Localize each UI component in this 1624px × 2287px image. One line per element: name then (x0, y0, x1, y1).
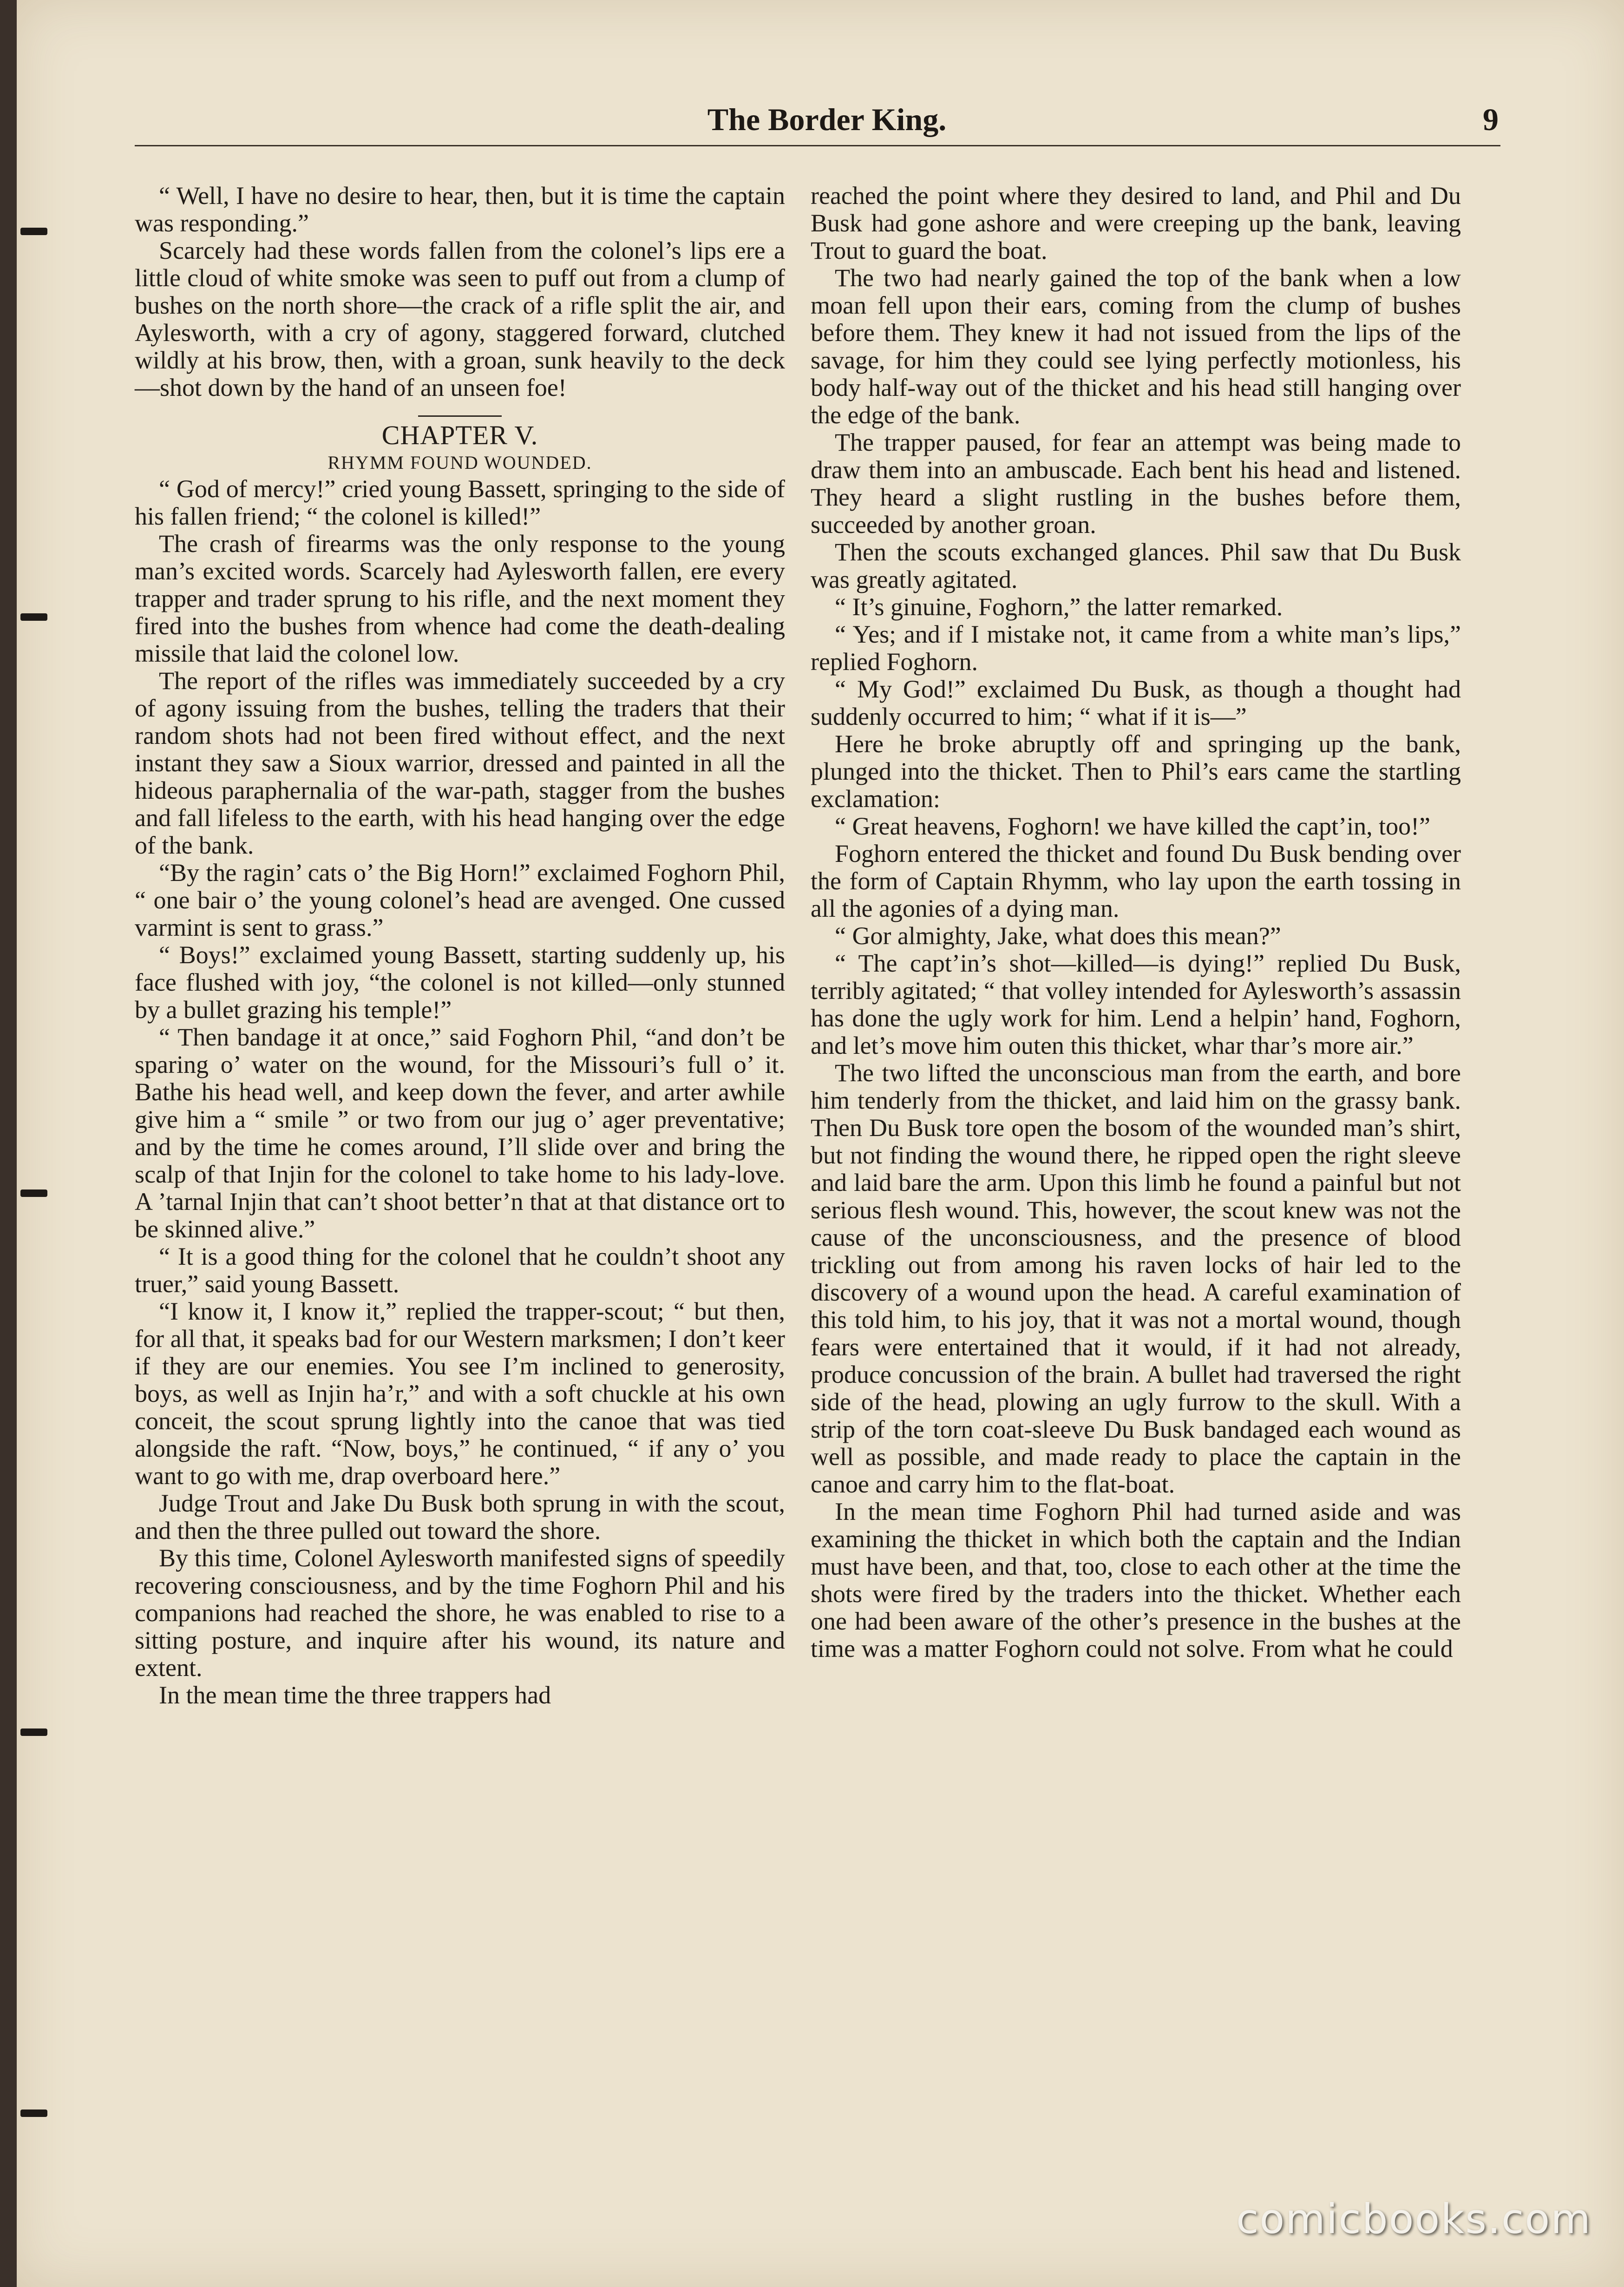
left-column (135, 182, 785, 1709)
paragraph: The report of the rifles was immediately succeeded by a cry of agony issuing from the bushes, telling the traders that their random shots had not been fired without effect, and the next instant they saw a Sioux warrior, dressed and painted in all the hideous paraphernalia of the war-path, stagger from the bushes and fall lifeless to the earth, with his head hanging over the edge of the bank. (135, 667, 785, 859)
page-number: 9 (1483, 102, 1499, 137)
paragraph: “ Gor almighty, Jake, what does this mean?” (835, 922, 1281, 950)
paragraph: “ God of mercy!” cried young Bassett, springing to the side of his fallen friend; “ the colonel is killed!” (135, 475, 785, 530)
binding-stitch (20, 1190, 47, 1197)
paragraph: Then the scouts exchanged glances. Phil saw that Du Busk was greatly agitated. (811, 538, 1461, 593)
binding-spine (0, 0, 17, 2287)
header-rule (135, 145, 1500, 146)
paragraph: “ Boys!” exclaimed young Bassett, starting suddenly up, his face flushed with joy, “the colonel is not killed—only stunned by a bullet grazing his temple!” (135, 941, 785, 1024)
site-watermark: comicbooks.com (1236, 2195, 1591, 2243)
paragraph: “ It is a good thing for the colonel that he couldn’t shoot any truer,” said young Bassett. (135, 1242, 785, 1298)
chapter-heading: CHAPTER V. (381, 420, 538, 450)
paragraph: The trapper paused, for fear an attempt was being made to draw them into an ambuscade. Each bent his head and listened. They heard a slight rustling in the bushes before them, succeeded by another groan. (811, 428, 1461, 539)
paragraph: The two lifted the unconscious man from the earth, and bore him tenderly from the thicket, and laid him on the grassy bank. Then Du Busk tore open the bosom of the wounded man’s shirt, but not finding the wound there, he ripped open the right sleeve and laid bare the arm. Upon this limb he found a painful but not serious flesh wound. This, however, the scout knew was not the cause of the unconsciousness, and the presence of blood trickling out from among his raven locks of hair led to the discovery of a wound upon the head. A careful examination of this told him, to his joy, that it was not a mortal wound, though fears were entertained that it would, if it had not already, produce concussion of the brain. A bullet had traversed the right side of the head, plowing an ugly furrow to the skull. With a strip of the torn coat-sleeve Du Busk bandaged each wound as well as possible, and made ready to place the captain in the canoe and carry him to the flat-boat. (811, 1059, 1461, 1498)
paragraph: reached the point where they desired to land, and Phil and Du Busk had gone ashore and were creeping up the bank, leaving Trout to guard the boat. (811, 182, 1461, 264)
right-column (811, 182, 1461, 1663)
paragraph: Foghorn entered the thicket and found Du Busk bending over the form of Captain Rhymm, who lay upon the earth tossing in all the agonies of a dying man. (811, 840, 1461, 922)
binding-stitch (20, 613, 47, 621)
paragraph: Judge Trout and Jake Du Busk both sprung in with the scout, and then the three pulled out toward the shore. (135, 1489, 785, 1544)
binding-stitch (20, 228, 47, 235)
paragraph: Scarcely had these words fallen from the colonel’s lips ere a little cloud of white smoke was seen to puff out from a clump of bushes on the north shore—the crack of a rifle split the air, and Aylesworth, with a cry of agony, staggered forward, clutched wildly at his brow, then, with a groan, sunk heavily to the deck—shot down by the hand of an unseen foe! (135, 237, 785, 401)
paragraph: “ The capt’in’s shot—killed—is dying!” replied Du Busk, terribly agitated; “ that volley intended for Aylesworth’s assassin has done the ugly work for him. Lend a helpin’ hand, Foghorn, and let’s move him outen this thicket, whar thar’s more air.” (811, 949, 1461, 1059)
paragraph: “I know it, I know it,” replied the trapper-scout; “ but then, for all that, it speaks bad for our Western marksmen; I don’t keer if they are our enemies. You see I’m inclined to generosity, boys, as well as Injin ha’r,” and with a soft chuckle at his own conceit, the scout sprung lightly into the canoe that was tied alongside the raft. “Now, boys,” he continued, “ if any o’ you want to go with me, drap overboard here.” (135, 1297, 785, 1490)
paragraph: “ Then bandage it at once,” said Foghorn Phil, “and don’t be sparing o’ water on the wound, for the Missouri’s full o’ it. Bathe his head well, and keep down the fever, and arter awhile give him a “ smile ” or two from our jug o’ ager preventative; and by the time he comes around, I’ll slide over and bring the scalp of that Injin for the colonel to take home to his lady-love. A ’tarnal Injin that can’t shoot better’n that at that distance ort to be skinned alive.” (135, 1023, 785, 1243)
paragraph: The two had nearly gained the top of the bank when a low moan fell upon their ears, coming from the clump of bushes before them. They knew it had not issued from the lips of the savage, for him they could see lying perfectly motionless, his body half-way out of the thicket and his head still hanging over the edge of the bank. (811, 264, 1461, 429)
paragraph: In the mean time the three trappers had (159, 1681, 551, 1709)
running-title: The Border King. (707, 102, 947, 137)
paragraph: The crash of firearms was the only response to the young man’s excited words. Scarcely had Aylesworth fallen, ere every trapper and trader sprung to his rifle, and the next moment they fired into the bushes from whence had come the death-dealing missile that laid the colonel low. (135, 530, 785, 667)
paragraph: “ Yes; and if I mistake not, it came from a white man’s lips,” replied Foghorn. (811, 620, 1461, 676)
paragraph: Here he broke abruptly off and springing up the bank, plunged into the thicket. Then to Phil’s ears came the startling exclamation: (811, 730, 1461, 813)
paragraph: In the mean time Foghorn Phil had turned aside and was examining the thicket in which both the captain and the Indian must have been, and that, too, close to each other at the time the shots were fired by the traders into the thicket. Whether each one had been aware of the other’s presence in the bushes at the time was a matter Foghorn could not solve. From what he could (811, 1498, 1461, 1663)
paragraph: By this time, Colonel Aylesworth manifested signs of speedily recovering consciousness, and by the time Foghorn Phil and his companions had reached the shore, he was enabled to rise to a sitting posture, and inquire after his wound, its nature and extent. (135, 1544, 785, 1682)
paragraph: “ Well, I have no desire to hear, then, but it is time the captain was responding.” (135, 182, 785, 237)
binding-stitch (20, 1728, 47, 1736)
paragraph: “ Great heavens, Foghorn! we have killed the capt’in, too!” (835, 812, 1431, 840)
paragraph: “ It’s ginuine, Foghorn,” the latter remarked. (835, 593, 1283, 621)
binding-stitch (20, 2110, 47, 2117)
chapter-subtitle: RHYMM FOUND WOUNDED. (327, 452, 592, 473)
chapter-divider (418, 415, 502, 417)
paragraph: “ My God!” exclaimed Du Busk, as though a thought had suddenly occurred to him; “ what if it is—” (811, 675, 1461, 730)
paragraph: “By the ragin’ cats o’ the Big Horn!” exclaimed Foghorn Phil, “ one bair o’ the young colonel’s head are avenged. One cussed varmint is sent to grass.” (135, 859, 785, 941)
